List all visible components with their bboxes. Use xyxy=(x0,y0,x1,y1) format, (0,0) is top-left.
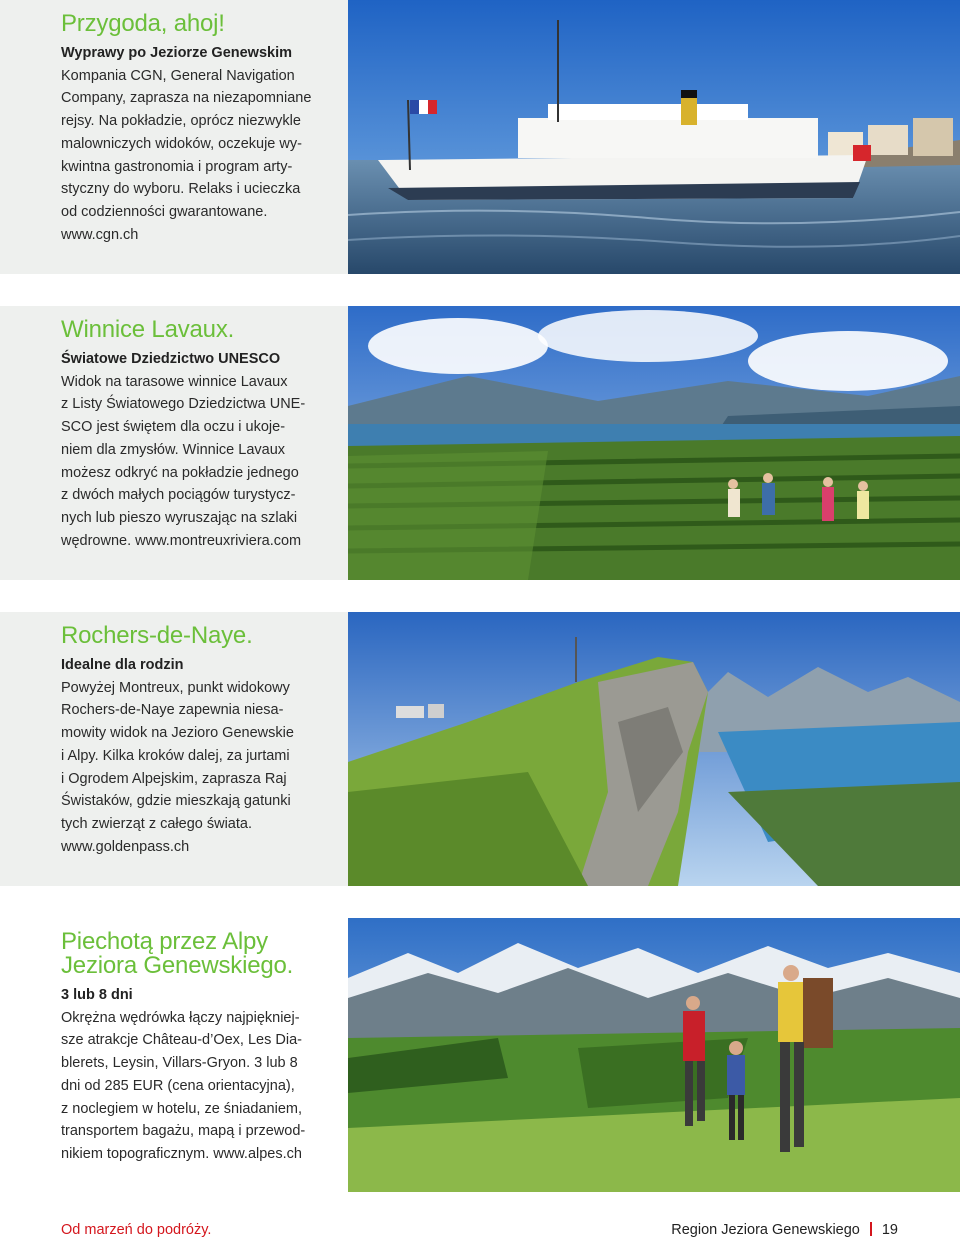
section-lavaux xyxy=(0,306,960,580)
section-subtitle: 3 lub 8 dni xyxy=(61,987,133,1003)
section-alpine-hiking xyxy=(0,918,960,1192)
section-body: Widok na tarasowe winnice Lavaux z Listy Światowego Dziedzictwa UNE- SCO jest świętem dla oczu i ukoje- niem dla zmysłów. Winnice Lavaux możesz odkryć na pokładzie jednego z dwóch małych pociągów turystycz- nych lub pieszo wyruszając na szlaki wędrowne. www.montreuxriviera.com xyxy=(61,373,306,549)
section-subtitle: Wyprawy po Jeziorze Genewskim xyxy=(61,45,293,61)
footer-region-name: Region Jeziora Genewskiego xyxy=(671,1222,860,1238)
section-body: Powyżej Montreux, punkt widokowy Rochers-de-Naye zapewnia niesa- mowity widok na Jezioro Genewskie i Alpy. Kilka kroków dalej, za jurtami i Ogrodem Alpejskim, zaprasza Raj Świstaków, gdzie mieszkają gatunki tych zwierząt z całego świata. www.goldenpass.ch xyxy=(61,679,294,855)
section-title: Winnice Lavaux. xyxy=(61,316,235,343)
section-text xyxy=(61,12,333,246)
section-text xyxy=(61,930,333,1166)
mountain-cliff-photo xyxy=(348,612,960,886)
section-subtitle: Idealne dla rodzin xyxy=(61,657,184,673)
section-body: Kompania CGN, General Navigation Company, zaprasza na niezapomniane rejsy. Na pokładzie, oprócz niezwykle malowniczych widoków, oczekuje wy- kwintna gastronomia i program arty- styczny do wyboru. Relaks i ucieczka od codzienności gwarantowane. www.cgn.ch xyxy=(61,67,312,243)
section-rochers-de-naye xyxy=(0,612,960,886)
section-title: Przygoda, ahoj! xyxy=(61,10,225,37)
footer-tagline: Od marzeń do podróży. xyxy=(61,1222,212,1238)
section-text xyxy=(61,624,333,858)
section-title: Piechotą przez Alpy Jeziora Genewskiego. xyxy=(61,928,294,979)
section-title: Rochers-de-Naye. xyxy=(61,622,253,649)
page-number: 19 xyxy=(881,1222,898,1238)
steamboat-photo xyxy=(348,0,960,274)
footer-region xyxy=(671,1222,898,1238)
section-text xyxy=(61,318,333,552)
section-body: Okrężna wędrówka łączy najpiękniej- sze atrakcje Château-d’Oex, Les Dia- blerets, Leysin, Villars-Gryon. 3 lub 8 dni od 285 EUR (cena orientacyjna), z noclegiem w hotelu, ze śniadaniem, transportem bagażu, mapą i przewod- nikiem topograficznym. www.alpes.ch xyxy=(61,1009,306,1162)
footer-separator xyxy=(870,1222,872,1236)
section-cgn-cruises xyxy=(0,0,960,274)
vineyard-photo xyxy=(348,306,960,580)
section-subtitle: Światowe Dziedzictwo UNESCO xyxy=(61,351,281,367)
page-footer xyxy=(0,1220,960,1240)
hiking-family-photo xyxy=(348,918,960,1192)
